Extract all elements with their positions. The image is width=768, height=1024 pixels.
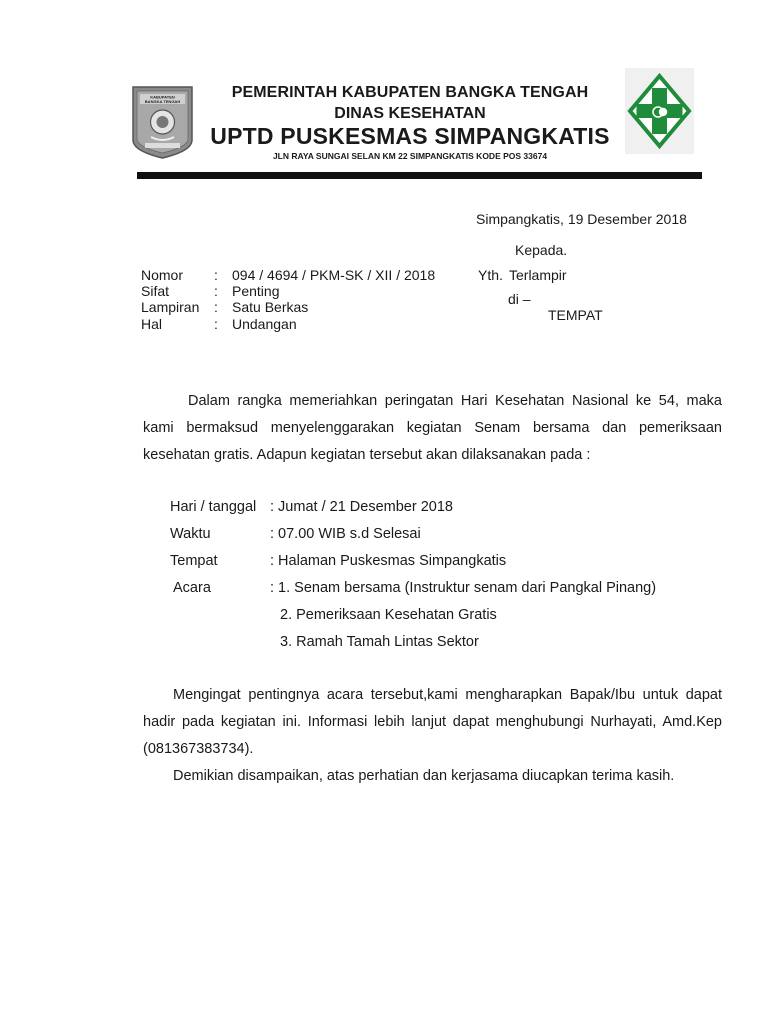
letterhead-address: JLN RAYA SUNGAI SELAN KM 22 SIMPANGKATIS KODE POS 33674 — [272, 151, 548, 161]
event-acara-item: 3. Ramah Tamah Lintas Sektor — [280, 634, 479, 650]
letterhead-divider — [137, 172, 702, 179]
place-date: Simpangkatis, 19 Desember 2018 — [476, 211, 687, 227]
event-label-acara: Acara — [173, 580, 211, 596]
event-label-waktu: Waktu — [170, 526, 211, 542]
recipient-kepada: Kepada. — [515, 242, 568, 258]
closing-thanks: Demikian disampaikan, atas perhatian dan kerjasama diucapkan terima kasih. — [173, 768, 675, 784]
puskesmas-cross-icon — [625, 68, 694, 154]
meta-label-hal: Hal — [141, 316, 163, 332]
recipient-tempat: TEMPAT — [548, 307, 603, 323]
event-value-tempat: : Halaman Puskesmas Simpangkatis — [270, 553, 507, 569]
meta-colon: : — [214, 283, 218, 299]
event-label-hari: Hari / tanggal — [170, 499, 257, 515]
recipient-name: Terlampir — [509, 267, 567, 283]
closing-paragraph: Mengingat pentingnya acara tersebut,kami mengharapkan Bapak/Ibu untuk dapat hadir pada kegiatan ini. Informasi lebih lanjut dapat menghubungi Nurhayati, Amd.Kep (081367383734). — [143, 687, 722, 757]
meta-label-lampiran: Lampiran — [141, 299, 200, 315]
event-label-tempat: Tempat — [170, 553, 218, 569]
meta-value-lampiran: Satu Berkas — [232, 299, 309, 315]
recipient-yth: Yth. — [478, 267, 503, 283]
letterhead-government: PEMERINTAH KABUPATEN BANGKA TENGAH — [231, 84, 589, 101]
meta-value-hal: Undangan — [232, 316, 297, 332]
regency-crest-icon — [131, 85, 194, 160]
letterhead-department: DINAS KESEHATAN — [334, 105, 486, 122]
meta-colon: : — [214, 316, 218, 332]
crest-text-top: KABUPATEN — [150, 94, 175, 100]
meta-value-sifat: Penting — [232, 283, 280, 299]
intro-paragraph: Dalam rangka memeriahkan peringatan Hari Kesehatan Nasional ke 54, maka kami bermaksud menyelenggarakan kegiatan Senam bersama dan pemeriksaan kesehatan gratis. Adapun kegiatan tersebut akan dilaksanakan pada : — [143, 393, 722, 463]
event-acara-item: 2. Pemeriksaan Kesehatan Gratis — [280, 607, 497, 623]
recipient-di: di – — [508, 291, 531, 307]
meta-label-sifat: Sifat — [141, 283, 170, 299]
event-value-hari: : Jumat / 21 Desember 2018 — [270, 499, 453, 515]
letterhead-institution: UPTD PUSKESMAS SIMPANGKATIS — [210, 123, 610, 149]
crest-text-mid: BANGKA TENGAH — [144, 99, 181, 104]
meta-value-nomor: 094 / 4694 / PKM-SK / XII / 2018 — [232, 267, 436, 283]
meta-colon: : — [214, 299, 218, 315]
event-value-waktu: : 07.00 WIB s.d Selesai — [270, 526, 421, 542]
meta-label-nomor: Nomor — [141, 267, 184, 283]
event-acara-item: : 1. Senam bersama (Instruktur senam dari Pangkal Pinang) — [270, 580, 657, 596]
meta-colon: : — [214, 267, 218, 283]
